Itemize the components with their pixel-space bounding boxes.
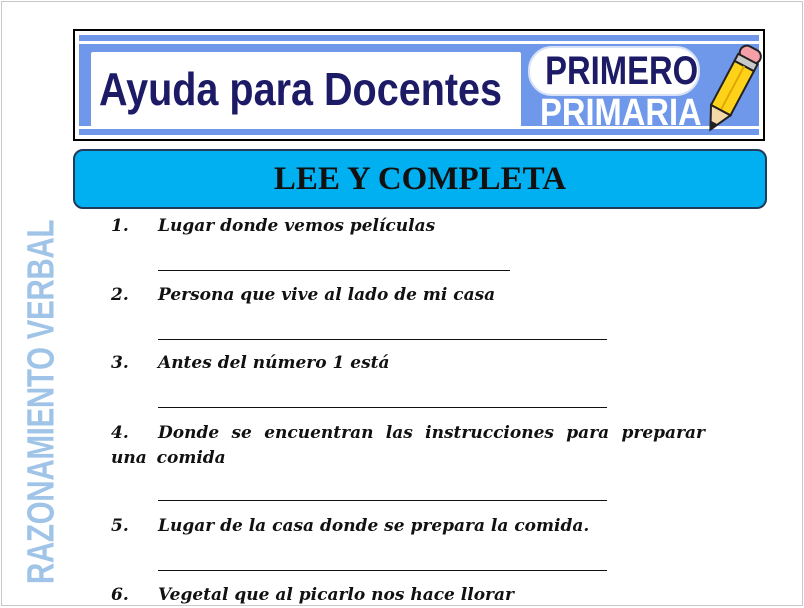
question-item: [111, 583, 705, 608]
question-number: 2.: [111, 285, 129, 305]
question-number: 6.: [111, 585, 129, 605]
side-subject-label: RAZONAMIENTO VERBAL: [20, 219, 63, 585]
question-number: 5.: [111, 516, 129, 536]
question-item: [111, 351, 705, 376]
question-item: [111, 283, 705, 308]
question-number: 1.: [111, 216, 129, 236]
grade-label-primaria: PRIMARIA: [540, 92, 702, 134]
question-item: [111, 421, 705, 471]
banner-title-box: [91, 52, 521, 127]
question-text: Lugar donde vemos películas: [158, 216, 436, 236]
worksheet-heading: LEE Y COMPLETA: [273, 161, 567, 197]
question-text: Donde se encuentran las instrucciones para preparar una comida: [111, 423, 705, 468]
question-text: Antes del número 1 está: [158, 353, 390, 373]
pencil-icon: [697, 37, 767, 141]
header-banner: [73, 29, 765, 141]
worksheet-heading-box: [73, 149, 767, 209]
answer-line[interactable]: [158, 270, 510, 271]
banner-stripe-top: [79, 41, 759, 44]
question-text: Persona que vive al lado de mi casa: [158, 285, 496, 305]
question-text: Lugar de la casa donde se prepara la comida.: [158, 516, 590, 536]
question-number: 4.: [111, 423, 129, 443]
question-item: [111, 514, 705, 539]
site-title: Ayuda para Docentes: [99, 63, 503, 115]
grade-label-primero: PRIMERO: [545, 49, 699, 93]
banner-background: [79, 35, 759, 135]
answer-line[interactable]: [158, 407, 607, 408]
answer-line[interactable]: [158, 500, 607, 501]
answer-line[interactable]: [158, 570, 607, 571]
question-item: [111, 214, 705, 239]
answer-line[interactable]: [158, 339, 607, 340]
question-number: 3.: [111, 353, 129, 373]
grade-badge: [528, 46, 700, 96]
question-text: Vegetal que al picarlo nos hace llorar: [158, 585, 514, 605]
